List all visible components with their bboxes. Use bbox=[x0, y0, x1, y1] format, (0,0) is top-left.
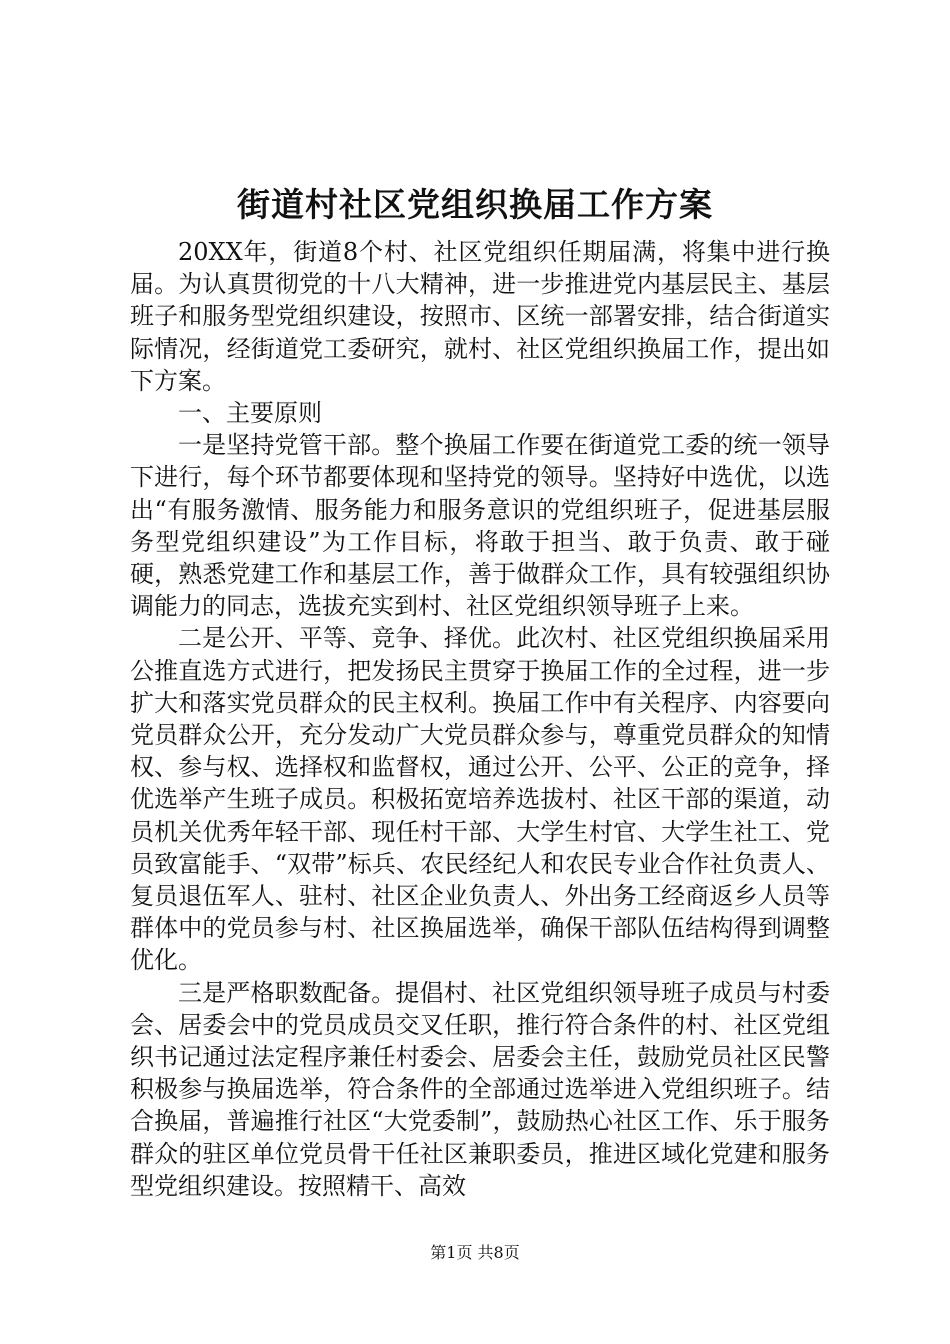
intro-paragraph: 20XX年，街道8个村、社区党组织任期届满，将集中进行换届。为认真贯彻党的十八大精神，进一步推进党内基层民主、基层班子和服务型党组织建设，按照市、区统一部署安排，结合街道实际情况，经街道党工委研究，就村、社区党组织换届工作，提出如下方案。 bbox=[130, 238, 830, 395]
principle-3-paragraph: 三是严格职数配备。提倡村、社区党组织领导班子成员与村委会、居委会中的党员成员交叉任职，推行符合条件的村、社区党组织书记通过法定程序兼任村委会、居委会主任，鼓励党员社区民警积极参与换届选举，符合条件的全部通过选举进入党组织班子。结合换届，普遍推行社区“大党委制”，鼓励热心社区工作、乐于服务群众的驻区单位党员骨干任社区兼职委员，推进区域化党建和服务型党组织建设。按照精干、高效 bbox=[130, 978, 830, 1200]
document-title: 街道村社区党组织换届工作方案 bbox=[237, 185, 713, 224]
section-heading-principles: 一、主要原则 bbox=[178, 399, 322, 428]
principle-2-paragraph: 二是公开、平等、竞争、择优。此次村、社区党组织换届采用公推直选方式进行，把发扬民主贯穿于换届工作的全过程，进一步扩大和落实党员群众的民主权利。换届工作中有关程序、内容要向党员群众公开，充分发动广大党员群众参与，尊重党员群众的知情权、参与权、选择权和监督权，通过公开、公平、公正的竞争，择优选举产生班子成员。积极拓宽培养选拔村、社区干部的渠道，动员机关优秀年轻干部、现任村干部、大学生村官、大学生社工、党员致富能手、“双带”标兵、农民经纪人和农民专业合作社负责人、复员退伍军人、驻村、社区企业负责人、外出务工经商返乡人员等群体中的党员参与村、社区换届选举，确保干部队伍结构得到调整优化。 bbox=[130, 624, 830, 975]
page-footer: 第1页 共8页 bbox=[430, 1243, 520, 1262]
document-body bbox=[130, 236, 830, 1202]
principle-1-paragraph: 一是坚持党管干部。整个换届工作要在街道党工委的统一领导下进行，每个环节都要体现和坚持党的领导。坚持好中选优，以选出“有服务激情、服务能力和服务意识的党组织班子，促进基层服务型党组织建设”为工作目标，将敢于担当、敢于负责、敢于碰硬，熟悉党建工作和基层工作，善于做群众工作，具有较强组织协调能力的同志，选拔充实到村、社区党组织领导班子上来。 bbox=[130, 431, 830, 621]
